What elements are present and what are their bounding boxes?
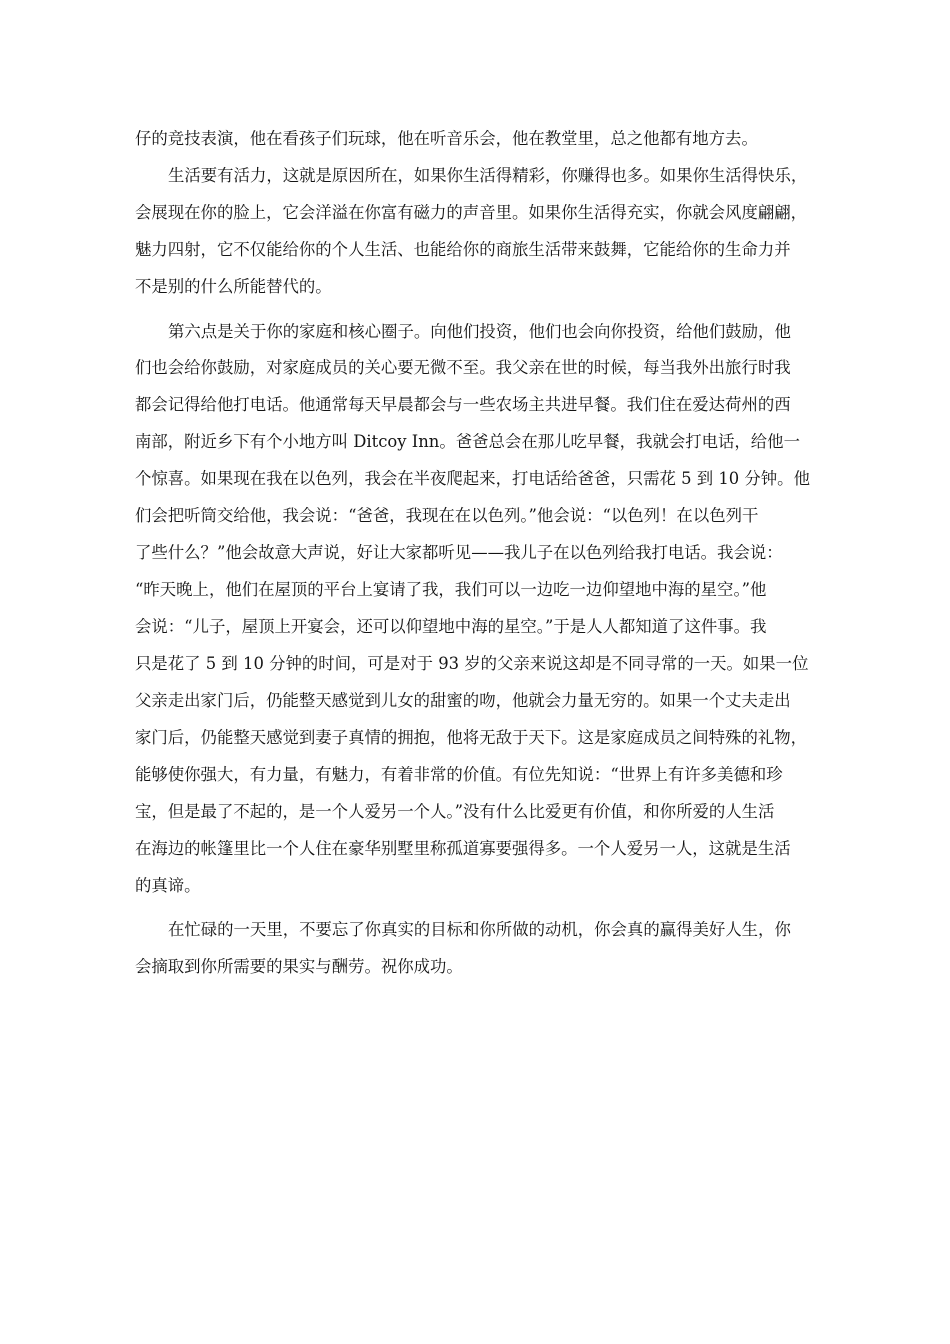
text-line: 能够使你强大，有力量，有魅力，有着非常的价值。有位先知说：“世界上有许多美德和珍 <box>135 765 783 784</box>
text-line: 家门后，仍能整天感觉到妻子真情的拥抱，他将无敌于天下。这是家庭成员之间特殊的礼物， <box>135 728 808 747</box>
text-line: 魅力四射，它不仅能给你的个人生活、也能给你的商旅生活带来鼓舞，它能给你的生命力并 <box>135 240 791 259</box>
text-line: 仔的竞技表演，他在看孩子们玩球，他在听音乐会，他在教堂里，总之他都有地方去。 <box>135 129 758 148</box>
text-line: 们也会给你鼓励，对家庭成员的关心要无微不至。我父亲在世的时候，每当我外出旅行时我 <box>135 358 791 377</box>
text-line: 只是花了 5 到 10 分钟的时间，可是对于 93 岁的父亲来说这却是不同寻常的一天。如果一位 <box>135 654 809 673</box>
text-line: 的真谛。 <box>135 876 201 895</box>
text-line: 个惊喜。如果现在我在以色列，我会在半夜爬起来，打电话给爸爸，只需花 5 到 10 分钟。他 <box>135 469 810 488</box>
text-line: 会展现在你的脸上，它会洋溢在你富有磁力的声音里。如果你生活得充实，你就会风度翩翩， <box>135 203 808 222</box>
text-line: 宝，但是最了不起的，是一个人爱另一个人。”没有什么比爱更有价值，和你所爱的人生活 <box>135 802 775 821</box>
text-line: 生活要有活力，这就是原因所在，如果你生活得精彩，你赚得也多。如果你生活得快乐， <box>168 166 808 185</box>
text-line: 在海边的帐篷里比一个人住在豪华别墅里称孤道寡要强得多。一个人爱另一人，这就是生活 <box>135 839 791 858</box>
text-line: 都会记得给他打电话。他通常每天早晨都会与一些农场主共进早餐。我们住在爱达荷州的西 <box>135 395 791 414</box>
text-line: 了些什么？”他会故意大声说，好让大家都听见——我儿子在以色列给我打电话。我会说： <box>135 543 783 562</box>
text-line: 第六点是关于你的家庭和核心圈子。向他们投资，他们也会向你投资，给他们鼓励，他 <box>168 322 791 341</box>
text-line: 在忙碌的一天里，不要忘了你真实的目标和你所做的动机，你会真的赢得美好人生，你 <box>168 920 791 939</box>
text-line: 不是别的什么所能替代的。 <box>135 277 332 296</box>
text-line: 南部，附近乡下有个小地方叫 Ditcoy Inn。爸爸总会在那儿吃早餐，我就会打电话，给他一 <box>135 432 800 451</box>
text-line: 会说：“儿子，屋顶上开宴会，还可以仰望地中海的星空。”于是人人都知道了这件事。我 <box>135 617 767 636</box>
text-line: 们会把听筒交给他，我会说：“爸爸，我现在在以色列。”他会说：“以色列！在以色列干 <box>135 506 759 525</box>
text-line: 会摘取到你所需要的果实与酬劳。祝你成功。 <box>135 957 463 976</box>
text-line: 父亲走出家门后，仍能整天感觉到儿女的甜蜜的吻，他就会力量无穷的。如果一个丈夫走出 <box>135 691 791 710</box>
text-line: “昨天晚上，他们在屋顶的平台上宴请了我，我们可以一边吃一边仰望地中海的星空。”他 <box>135 580 767 599</box>
